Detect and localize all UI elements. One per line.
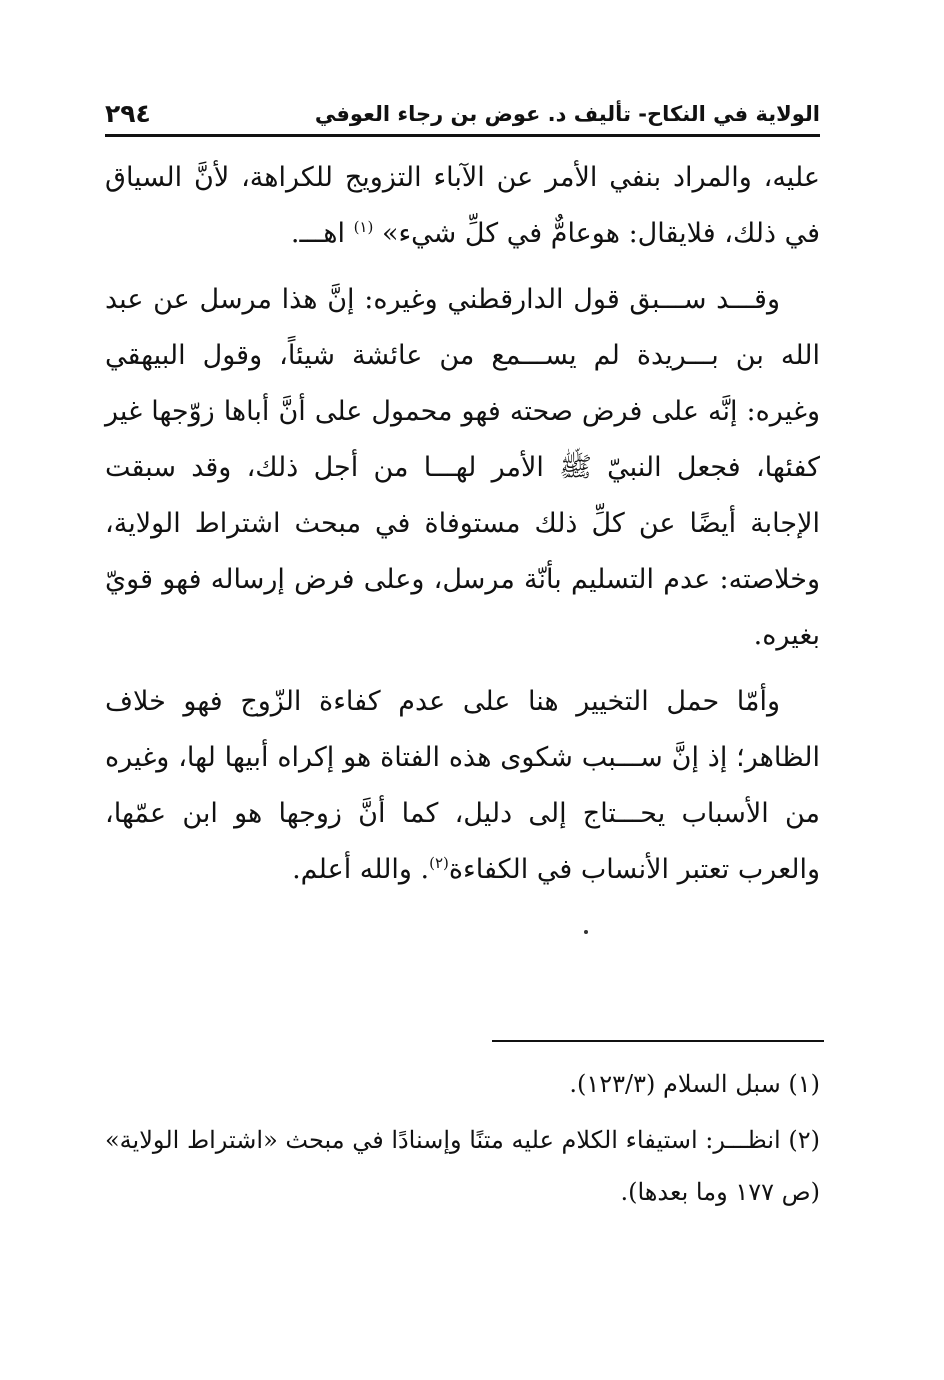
running-header (105, 95, 820, 131)
header-title: الولاية في النكاح- تأليف د. عوض بن رجاء العوفي (314, 102, 820, 126)
paragraph-1-tail: اهـــ. (290, 218, 345, 249)
footnotes (105, 1058, 820, 1222)
paragraph-2: وقـــد ســـبق قول الدارقطني وغيره: إنَّ هذا مرسل عن عبد الله بن بـــريدة لم يســـمع من عائشة شيئاً، وقول البيهقي وغيره: إنَّه على فرض صحته فهو محمول على أنَّ أباها زوّجها غير كفئها، فجعل النبيّ ﷺ الأمر لهـــا من أجل ذلك، وقد سبقت الإجابة أيضًا عن كلِّ ذلك مستوفاة في مبحث اشتراط الولاية، وخلاصته: عدم التسليم بأنّة مرسل، وعلى فرض إرساله فهو قويّ بغيره. (105, 284, 820, 651)
footnote-2: (٢) انظـــر: استيفاء الكلام عليه متنًا وإسنادًا في مبحث «اشتراط الولاية» (ص ١٧٧ وما بعدها). (105, 1126, 820, 1206)
footnote-ref-2: (٢) (429, 854, 449, 872)
paragraph-3-tail: . والله أعلم. (292, 854, 430, 885)
footnote-ref-1: (١) (353, 218, 374, 236)
stray-dot (584, 930, 588, 934)
main-text (105, 150, 820, 908)
paragraph-1-text: عليه، والمراد بنفي الأمر عن الآباء التزويج للكراهة، لأنَّ السياق في ذلك، فلايقال: هوعامٌّ في كلِّ شيء» (105, 162, 820, 249)
paragraph-3-text: وأمّا حمل التخيير هنا على عدم كفاءة الزّوج فهو خلاف الظاهر؛ إذ إنَّ ســـبب شكوى هذه الفتاة هو إكراه أبيها لها، وغيره من الأسباب يحـــتاج إلى دليل، كما أنَّ زوجها هو ابن عمّها، والعرب تعتبر الأنساب في الكفاءة (105, 686, 820, 885)
page-number: ٢٩٤ (105, 99, 151, 128)
footnote-1: (١) سبل السلام (١٢٣/٣). (569, 1070, 820, 1098)
paragraph-1 (105, 150, 820, 262)
footnote-separator (492, 1040, 824, 1042)
paragraph-3 (105, 674, 820, 898)
header-rule (105, 134, 820, 137)
